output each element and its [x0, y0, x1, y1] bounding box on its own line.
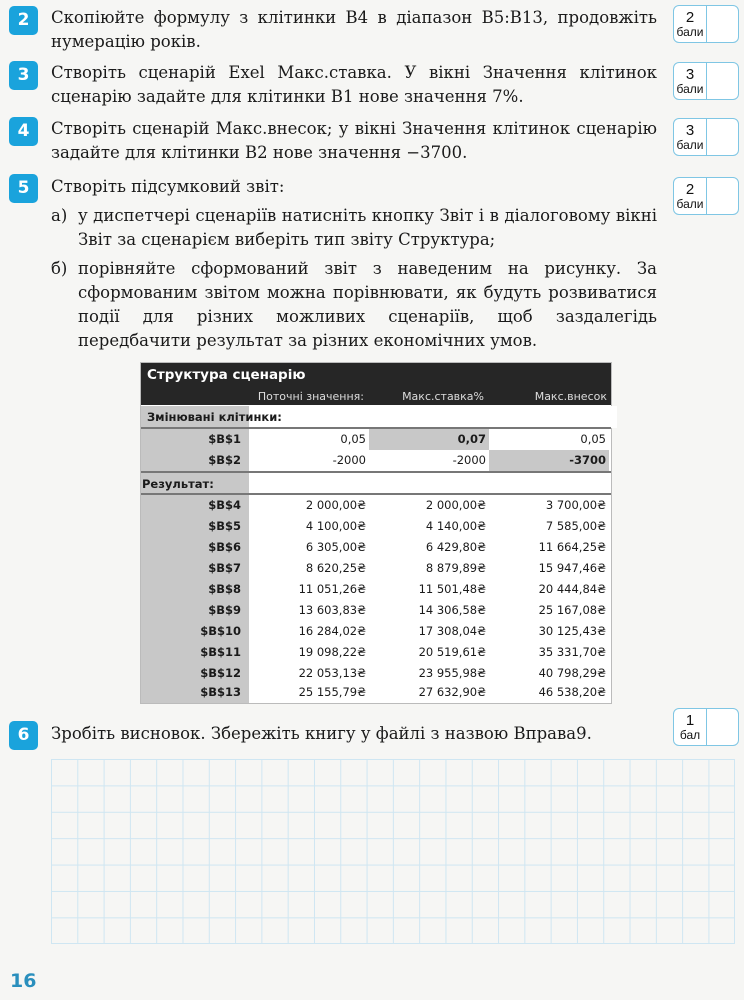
value-max-rate: 6 429,80₴ — [425, 540, 486, 554]
value-max-deposit: 46 538,20₴ — [538, 685, 606, 699]
score-box-task-5 — [673, 177, 739, 215]
value-max-rate: 14 306,58₴ — [418, 603, 486, 617]
score-box-task-6 — [673, 708, 739, 746]
report-row-b10 — [141, 621, 611, 642]
value-max-deposit: -3700 — [489, 450, 609, 471]
cell-label: $B$6 — [141, 537, 249, 558]
score-unit: бали — [676, 138, 704, 152]
cell-label: $B$11 — [141, 642, 249, 663]
task-number-badge: 2 — [9, 6, 38, 35]
score-value: 3 — [685, 122, 695, 139]
report-row-b7 — [141, 558, 611, 579]
score-value: 2 — [685, 181, 695, 198]
cell-label: $B$4 — [141, 495, 249, 516]
cell-label: $B$5 — [141, 516, 249, 537]
value-current: 13 603,83₴ — [298, 603, 366, 617]
value-current: 4 100,00₴ — [305, 519, 366, 533]
page-number: 16 — [10, 970, 37, 992]
result-label: Результат: — [141, 473, 611, 495]
value-max-deposit: 35 331,70₴ — [538, 645, 606, 659]
value-current: 16 284,02₴ — [298, 624, 366, 638]
value-current: 19 098,22₴ — [298, 645, 366, 659]
score-box-task-4 — [673, 118, 739, 156]
task-number-badge: 4 — [9, 117, 38, 146]
value-current: 11 051,26₴ — [298, 582, 366, 596]
score-value: 1 — [685, 712, 695, 729]
value-max-deposit: 30 125,43₴ — [538, 624, 606, 638]
value-max-rate: 20 519,61₴ — [418, 645, 486, 659]
value-current: -2000 — [332, 453, 366, 467]
value-current: 25 155,79₴ — [298, 685, 366, 699]
report-row-b9 — [141, 600, 611, 621]
value-max-rate: 4 140,00₴ — [425, 519, 486, 533]
report-row-b11 — [141, 642, 611, 663]
value-current: 6 305,00₴ — [305, 540, 366, 554]
report-row-b6 — [141, 537, 611, 558]
value-max-deposit: 25 167,08₴ — [538, 603, 606, 617]
value-max-deposit: 15 947,46₴ — [538, 561, 606, 575]
value-max-rate: 8 879,89₴ — [425, 561, 486, 575]
value-current: 22 053,13₴ — [298, 666, 366, 680]
value-current: 0,05 — [340, 432, 366, 446]
report-row-b4 — [141, 495, 611, 516]
value-current: 2 000,00₴ — [305, 498, 366, 512]
score-value: 3 — [685, 66, 695, 83]
cell-label: $B$9 — [141, 600, 249, 621]
task-5-text: Створіть підсумковий звіт: — [51, 177, 285, 196]
item-text: у диспетчері сценаріїв натисніть кнопку Звіт і в діалоговому вікні Звіт за сценарієм виберіть тип звіту Структура; — [78, 206, 657, 249]
report-row-b5 — [141, 516, 611, 537]
value-max-rate: -2000 — [452, 453, 486, 467]
value-max-deposit: 11 664,25₴ — [538, 540, 606, 554]
cell-label: $B$1 — [141, 429, 249, 450]
value-max-rate: 11 501,48₴ — [418, 582, 486, 596]
cell-label: $B$13 — [141, 682, 249, 703]
cell-label: $B$7 — [141, 558, 249, 579]
task-number-badge: 6 — [9, 721, 38, 750]
report-row-b12 — [141, 663, 611, 684]
value-max-deposit: 7 585,00₴ — [545, 519, 606, 533]
score-box-task-3 — [673, 62, 739, 100]
task-5-item-b — [51, 257, 657, 353]
report-row-b13 — [141, 682, 611, 703]
value-max-rate: 0,07 — [369, 429, 489, 450]
value-max-deposit: 0,05 — [580, 432, 606, 446]
value-max-deposit: 40 798,29₴ — [538, 666, 606, 680]
score-unit: бали — [676, 25, 704, 39]
item-marker: б) — [51, 259, 68, 278]
report-row-b8 — [141, 579, 611, 600]
report-header — [141, 363, 611, 405]
task-4-text: Створіть сценарій Макс.внесок; у вікні Значення клітинок сценарію задайте для клітинки B2 нове значення −3700. — [51, 119, 657, 162]
task-number-badge: 5 — [9, 174, 38, 203]
cell-label: $B$2 — [141, 450, 249, 471]
report-row-b1 — [141, 429, 611, 450]
value-max-rate: 17 308,04₴ — [418, 624, 486, 638]
score-unit: бал — [679, 728, 701, 742]
report-title: Структура сценарію — [147, 367, 306, 383]
value-max-deposit: 3 700,00₴ — [545, 498, 606, 512]
task-3-text: Створіть сценарій Exel Макс.ставка. У вікні Значення клітинок сценарію задайте для клітинки B1 нове значення 7%. — [51, 63, 657, 106]
score-value: 2 — [685, 9, 695, 26]
value-max-deposit: 20 444,84₴ — [538, 582, 606, 596]
report-row-b2 — [141, 450, 611, 471]
scenario-summary-report — [140, 362, 612, 704]
task-number-badge: 3 — [9, 61, 38, 90]
score-unit: бали — [676, 82, 704, 96]
changing-cells-label: Змінювані клітинки: — [141, 406, 617, 428]
value-max-rate: 27 632,90₴ — [418, 685, 486, 699]
value-max-rate: 2 000,00₴ — [425, 498, 486, 512]
value-max-rate: 23 955,98₴ — [418, 666, 486, 680]
cell-label: $B$10 — [141, 621, 249, 642]
item-text: порівняйте сформований звіт з наведеним на рисунку. За сформованим звітом можна порівнювати, як будуть розвиватися події для різних можливих сценаріїв, щоб заздалегідь передбачити результат за різних економічних умов. — [78, 259, 657, 350]
column-header-max-deposit: Макс.внесок — [534, 390, 607, 403]
value-current: 8 620,25₴ — [305, 561, 366, 575]
column-header-max-rate: Макс.ставка% — [402, 390, 484, 403]
cell-label: $B$12 — [141, 663, 249, 684]
score-box-task-2 — [673, 5, 739, 43]
item-marker: а) — [51, 206, 68, 225]
cell-label: $B$8 — [141, 579, 249, 600]
task-5-item-a — [51, 204, 657, 254]
column-header-current: Поточні значення: — [257, 390, 364, 403]
task-6-text: Зробіть висновок. Збережіть книгу у файлі з назвою Вправа9. — [51, 724, 592, 743]
score-unit: бали — [676, 197, 704, 211]
task-2-text: Скопіюйте формулу з клітинки B4 в діапазон B5:B13, продовжіть нумерацію років. — [51, 8, 657, 51]
answer-grid[interactable] — [51, 759, 735, 944]
